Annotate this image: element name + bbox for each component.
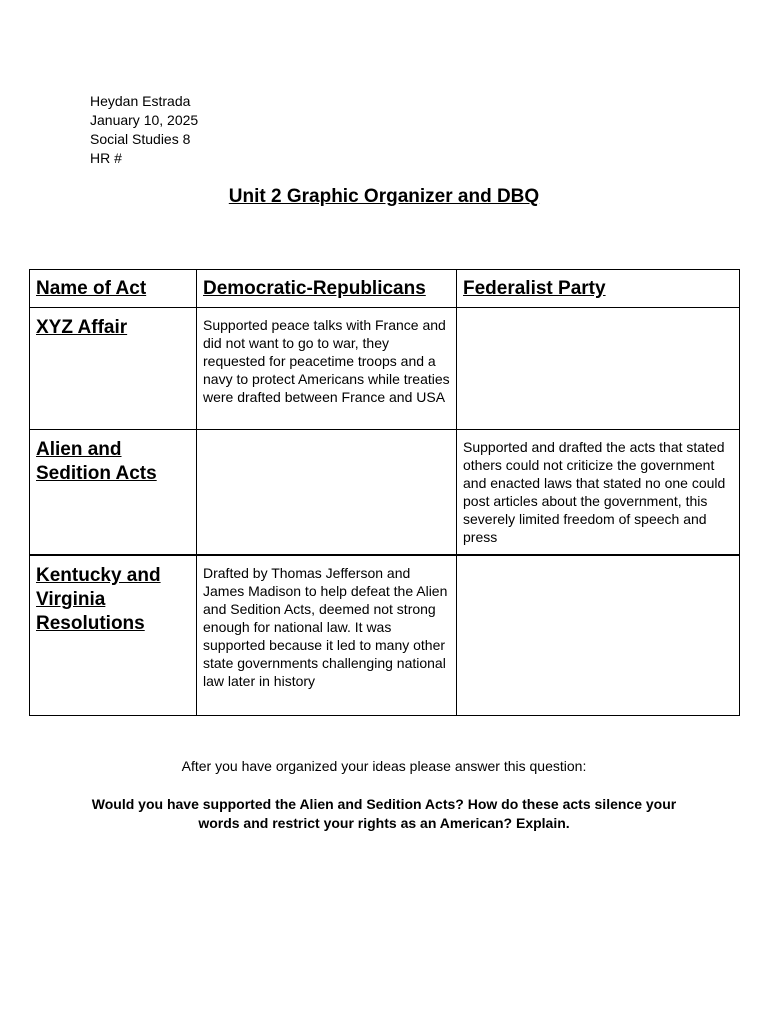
federalist-cell: Supported and drafted the acts that stated others could not criticize the government and enacted laws that stated no one could post articles about the government, this severely limited freedom of speech and press [457, 430, 740, 556]
student-name: Heydan Estrada [90, 93, 191, 109]
table-header-row [30, 270, 740, 308]
federalist-cell [457, 555, 740, 716]
table-row [30, 308, 740, 430]
act-name-cell: Kentucky and Virginia Resolutions [30, 555, 197, 716]
instruction-text: After you have organized your ideas please answer this question: [181, 758, 587, 774]
student-info [90, 92, 198, 168]
column-header-democratic-republicans: Democratic-Republicans [197, 270, 457, 308]
page-title: Unit 2 Graphic Organizer and DBQ [228, 186, 540, 207]
federalist-cell [457, 308, 740, 430]
homeroom-label: HR # [90, 150, 122, 166]
graphic-organizer-table [29, 269, 740, 716]
column-header-act: Name of Act [30, 270, 197, 308]
democratic-republicans-cell [197, 430, 457, 556]
democratic-republicans-cell: Supported peace talks with France and did not want to go to war, they requested for peacetime troops and a navy to protect Americans while treaties were drafted between France and USA [197, 308, 457, 430]
course-name: Social Studies 8 [90, 131, 191, 147]
assignment-date: January 10, 2025 [90, 112, 199, 128]
act-name-cell: XYZ Affair [30, 308, 197, 430]
table-row [30, 555, 740, 716]
table-row [30, 430, 740, 556]
column-header-federalist: Federalist Party [457, 270, 740, 308]
democratic-republicans-cell: Drafted by Thomas Jefferson and James Madison to help defeat the Alien and Sedition Acts, deemed not strong enough for national law. It was supported because it led to many other state governments challenging national law later in history [197, 555, 457, 716]
dbq-question: Would you have supported the Alien and Sedition Acts? How do these acts silence your words and restrict your rights as an American? Explain. [91, 796, 677, 831]
act-name-cell: Alien and Sedition Acts [30, 430, 197, 556]
